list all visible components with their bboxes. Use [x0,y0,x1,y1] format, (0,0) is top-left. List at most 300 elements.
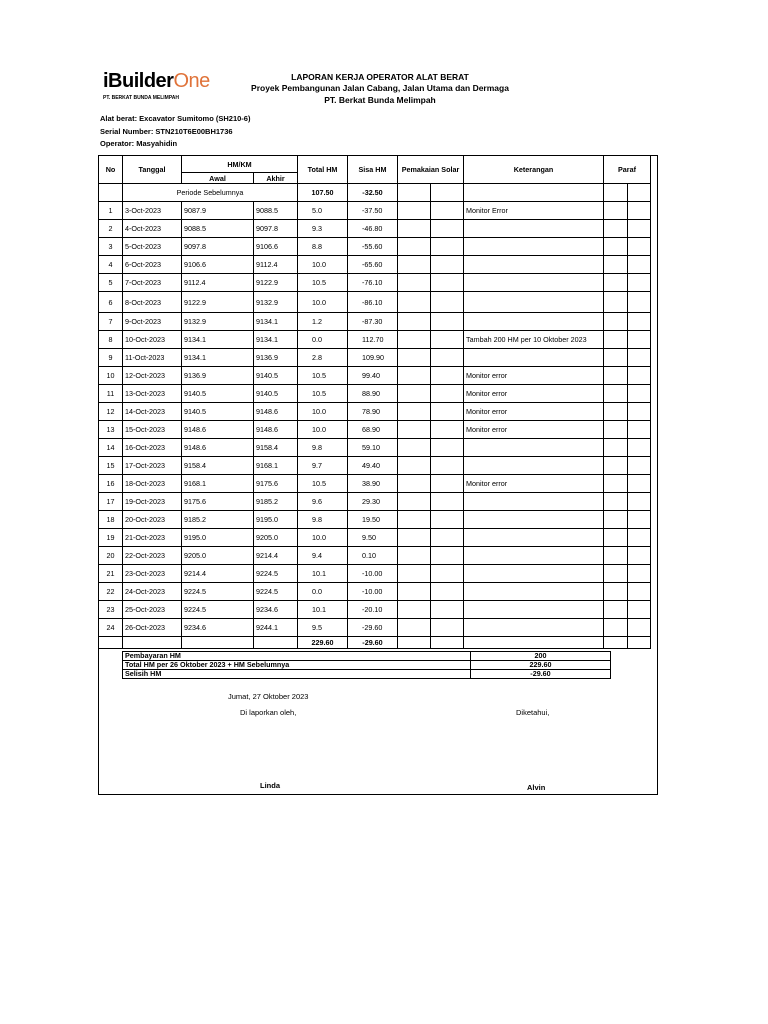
row-awal: 9134.1 [182,349,254,367]
row-sisa-hm: -46.80 [348,220,398,238]
row-date: 25-Oct-2023 [123,601,182,619]
row-no: 8 [99,331,123,349]
equipment-info [100,113,250,151]
row-sisa-hm: 99.40 [348,367,398,385]
row-paraf-b [628,331,651,349]
row-paraf-a [604,421,628,439]
row-solar-a [398,313,431,331]
report-title: LAPORAN KERJA OPERATOR ALAT BERAT [291,72,469,82]
row-keterangan [464,274,604,292]
row-no: 16 [99,475,123,493]
row-solar-b [431,256,464,274]
row-sisa-hm: 38.90 [348,475,398,493]
row-keterangan [464,583,604,601]
row-total-hm: 9.4 [298,547,348,565]
row-solar-b [431,274,464,292]
row-solar-b [431,529,464,547]
row-awal: 9148.6 [182,439,254,457]
row-total-hm: 9.5 [298,619,348,637]
row-akhir: 9132.9 [254,292,298,313]
table-row [99,457,651,475]
row-date: 20-Oct-2023 [123,511,182,529]
row-total-hm: 10.5 [298,385,348,403]
row-total-hm: 9.7 [298,457,348,475]
row-keterangan: Monitor error [464,421,604,439]
totals-empty-cell [431,637,464,649]
row-akhir: 9097.8 [254,220,298,238]
row-date: 15-Oct-2023 [123,421,182,439]
row-akhir: 9148.6 [254,421,298,439]
row-keterangan: Monitor error [464,367,604,385]
row-paraf-b [628,367,651,385]
row-paraf-a [604,529,628,547]
row-paraf-a [604,511,628,529]
row-paraf-b [628,511,651,529]
row-solar-b [431,403,464,421]
row-date: 14-Oct-2023 [123,403,182,421]
totals-row [99,637,651,649]
row-solar-a [398,475,431,493]
row-akhir: 9134.1 [254,313,298,331]
row-akhir: 9158.4 [254,439,298,457]
row-date: 24-Oct-2023 [123,583,182,601]
row-akhir: 9140.5 [254,385,298,403]
row-sisa-hm: 19.50 [348,511,398,529]
previous-total: 107.50 [298,184,348,202]
row-solar-b [431,547,464,565]
row-total-hm: 9.8 [298,439,348,457]
row-paraf-b [628,349,651,367]
row-awal: 9132.9 [182,313,254,331]
row-total-hm: 9.3 [298,220,348,238]
row-total-hm: 0.0 [298,583,348,601]
summary-label: Selisih HM [123,670,471,679]
row-total-hm: 2.8 [298,349,348,367]
row-sisa-hm: 109.90 [348,349,398,367]
row-total-hm: 9.6 [298,493,348,511]
row-date: 5-Oct-2023 [123,238,182,256]
row-no: 6 [99,292,123,313]
row-solar-a [398,331,431,349]
row-awal: 9214.4 [182,565,254,583]
row-sisa-hm: 49.40 [348,457,398,475]
row-paraf-b [628,256,651,274]
row-date: 4-Oct-2023 [123,220,182,238]
totals-empty-cell [123,637,182,649]
header-keterangan: Keterangan [464,156,604,184]
row-awal: 9140.5 [182,385,254,403]
row-paraf-b [628,475,651,493]
row-solar-a [398,511,431,529]
row-paraf-a [604,457,628,475]
row-awal: 9158.4 [182,457,254,475]
row-solar-a [398,202,431,220]
row-no: 3 [99,238,123,256]
row-no: 18 [99,511,123,529]
row-date: 3-Oct-2023 [123,202,182,220]
grand-sisa-hm: -29.60 [348,637,398,649]
table-row [99,202,651,220]
row-akhir: 9148.6 [254,403,298,421]
row-date: 19-Oct-2023 [123,493,182,511]
row-keterangan [464,313,604,331]
row-no: 21 [99,565,123,583]
row-akhir: 9224.5 [254,583,298,601]
row-paraf-a [604,238,628,256]
row-sisa-hm: 29.30 [348,493,398,511]
row-keterangan [464,565,604,583]
row-solar-a [398,385,431,403]
acknowledged-label: Diketahui, [516,708,550,717]
row-paraf-b [628,421,651,439]
row-solar-b [431,292,464,313]
row-total-hm: 9.8 [298,511,348,529]
row-awal: 9087.9 [182,202,254,220]
row-keterangan [464,439,604,457]
row-solar-a [398,274,431,292]
row-paraf-b [628,220,651,238]
row-awal: 9185.2 [182,511,254,529]
row-paraf-a [604,493,628,511]
summary-label: Pembayaran HM [123,652,471,661]
row-awal: 9205.0 [182,547,254,565]
company-logo [103,70,210,101]
row-paraf-a [604,601,628,619]
row-no: 13 [99,421,123,439]
row-awal: 9175.6 [182,493,254,511]
row-awal: 9136.9 [182,367,254,385]
row-no: 10 [99,367,123,385]
logo-subtitle: PT. BERKAT BUNDA MELIMPAH [103,95,180,101]
header-awal: Awal [182,173,254,184]
row-total-hm: 10.0 [298,292,348,313]
row-sisa-hm: -55.60 [348,238,398,256]
row-akhir: 9088.5 [254,202,298,220]
row-paraf-b [628,529,651,547]
table-row [99,439,651,457]
row-paraf-b [628,565,651,583]
row-akhir: 9195.0 [254,511,298,529]
row-total-hm: 10.5 [298,367,348,385]
totals-empty-cell [398,637,431,649]
table-row [99,493,651,511]
row-awal: 9088.5 [182,220,254,238]
row-paraf-b [628,292,651,313]
row-awal: 9234.6 [182,619,254,637]
table-row [99,238,651,256]
reported-by-label: Di laporkan oleh, [240,708,297,717]
row-paraf-b [628,457,651,475]
header-hmkm: HM/KM [182,156,298,173]
table-row [99,256,651,274]
row-awal: 9224.5 [182,601,254,619]
row-paraf-a [604,292,628,313]
row-solar-a [398,601,431,619]
summary-table [122,651,611,679]
row-akhir: 9106.6 [254,238,298,256]
table-row [99,601,651,619]
row-solar-a [398,403,431,421]
row-solar-b [431,367,464,385]
row-no: 20 [99,547,123,565]
row-total-hm: 10.5 [298,274,348,292]
table-row [99,619,651,637]
table-row [99,367,651,385]
row-solar-a [398,349,431,367]
row-sisa-hm: -87.30 [348,313,398,331]
row-sisa-hm: -10.00 [348,583,398,601]
row-paraf-b [628,313,651,331]
row-date: 22-Oct-2023 [123,547,182,565]
row-keterangan: Monitor error [464,403,604,421]
row-keterangan [464,601,604,619]
row-sisa-hm: 0.10 [348,547,398,565]
row-sisa-hm: -76.10 [348,274,398,292]
equipment-name: Alat berat: Excavator Sumitomo (SH210-6) [100,114,251,123]
table-row [99,583,651,601]
row-date: 17-Oct-2023 [123,457,182,475]
row-solar-a [398,493,431,511]
row-paraf-a [604,274,628,292]
row-date: 12-Oct-2023 [123,367,182,385]
row-akhir: 9122.9 [254,274,298,292]
row-no: 17 [99,493,123,511]
row-solar-b [431,313,464,331]
row-sisa-hm: -86.10 [348,292,398,313]
totals-empty-cell [604,637,628,649]
row-awal: 9195.0 [182,529,254,547]
row-sisa-hm: -29.60 [348,619,398,637]
summary-value: 229.60 [471,661,611,670]
summary-label: Total HM per 26 Oktober 2023 + HM Sebelumnya [123,661,471,670]
row-keterangan [464,619,604,637]
header-solar: Pemakaian Solar [398,156,464,184]
row-paraf-a [604,403,628,421]
row-awal: 9122.9 [182,292,254,313]
row-keterangan [464,256,604,274]
row-date: 6-Oct-2023 [123,256,182,274]
row-solar-a [398,439,431,457]
row-awal: 9134.1 [182,331,254,349]
header-no: No [99,156,123,184]
row-akhir: 9234.6 [254,601,298,619]
table-row [99,274,651,292]
summary-value: 200 [471,652,611,661]
row-solar-b [431,511,464,529]
row-date: 7-Oct-2023 [123,274,182,292]
table-row [99,475,651,493]
row-solar-b [431,220,464,238]
row-no: 12 [99,403,123,421]
row-paraf-a [604,220,628,238]
row-solar-b [431,439,464,457]
row-total-hm: 10.1 [298,565,348,583]
row-paraf-a [604,256,628,274]
row-solar-b [431,331,464,349]
row-solar-b [431,475,464,493]
row-akhir: 9168.1 [254,457,298,475]
row-date: 16-Oct-2023 [123,439,182,457]
row-keterangan [464,529,604,547]
row-no: 5 [99,274,123,292]
row-paraf-b [628,238,651,256]
row-paraf-b [628,601,651,619]
table-row [99,511,651,529]
row-akhir: 9134.1 [254,331,298,349]
row-total-hm: 10.0 [298,421,348,439]
row-solar-a [398,547,431,565]
row-solar-b [431,385,464,403]
row-total-hm: 10.0 [298,529,348,547]
totals-empty-cell [99,637,123,649]
row-sisa-hm: 78.90 [348,403,398,421]
row-date: 11-Oct-2023 [123,349,182,367]
row-solar-b [431,493,464,511]
row-sisa-hm: 68.90 [348,421,398,439]
row-no: 23 [99,601,123,619]
row-total-hm: 1.2 [298,313,348,331]
row-paraf-b [628,439,651,457]
row-awal: 9112.4 [182,274,254,292]
row-solar-a [398,292,431,313]
row-solar-a [398,220,431,238]
reporter-name: Linda [260,781,280,790]
row-paraf-b [628,403,651,421]
row-paraf-a [604,565,628,583]
row-solar-b [431,238,464,256]
project-name: Proyek Pembangunan Jalan Cabang, Jalan Utama dan Dermaga [251,83,509,93]
row-keterangan: Monitor Error [464,202,604,220]
row-keterangan: Monitor error [464,385,604,403]
row-no: 1 [99,202,123,220]
row-solar-a [398,457,431,475]
row-no: 19 [99,529,123,547]
row-date: 8-Oct-2023 [123,292,182,313]
row-paraf-a [604,349,628,367]
row-solar-b [431,583,464,601]
row-awal: 9224.5 [182,583,254,601]
row-no: 7 [99,313,123,331]
work-log-table [98,155,651,649]
row-paraf-a [604,385,628,403]
row-awal: 9148.6 [182,421,254,439]
row-total-hm: 10.0 [298,403,348,421]
previous-label: Periode Sebelumnya [123,184,298,202]
table-row [99,220,651,238]
row-total-hm: 5.0 [298,202,348,220]
row-total-hm: 8.8 [298,238,348,256]
header-total-hm: Total HM [298,156,348,184]
row-no: 11 [99,385,123,403]
row-awal: 9168.1 [182,475,254,493]
row-solar-b [431,565,464,583]
row-paraf-b [628,493,651,511]
row-paraf-b [628,583,651,601]
row-paraf-a [604,439,628,457]
row-akhir: 9112.4 [254,256,298,274]
row-solar-b [431,601,464,619]
totals-empty-cell [464,637,604,649]
row-date: 21-Oct-2023 [123,529,182,547]
row-paraf-a [604,202,628,220]
row-paraf-a [604,475,628,493]
row-keterangan: Tambah 200 HM per 10 Oktober 2023 [464,331,604,349]
summary-value: -29.60 [471,670,611,679]
row-akhir: 9214.4 [254,547,298,565]
table-row [99,403,651,421]
row-solar-a [398,238,431,256]
row-total-hm: 0.0 [298,331,348,349]
report-date: Jumat, 27 Oktober 2023 [228,692,309,701]
row-solar-b [431,421,464,439]
table-row [99,331,651,349]
row-solar-b [431,202,464,220]
row-date: 9-Oct-2023 [123,313,182,331]
row-awal: 9106.6 [182,256,254,274]
row-no: 24 [99,619,123,637]
row-sisa-hm: 112.70 [348,331,398,349]
row-solar-b [431,457,464,475]
row-paraf-a [604,547,628,565]
row-keterangan [464,457,604,475]
row-date: 18-Oct-2023 [123,475,182,493]
table-row [99,292,651,313]
row-keterangan [464,220,604,238]
table-row [99,385,651,403]
row-solar-a [398,565,431,583]
operator-name: Operator: Masyahidin [100,139,178,148]
row-solar-a [398,421,431,439]
row-sisa-hm: 9.50 [348,529,398,547]
row-paraf-b [628,547,651,565]
table-row [99,313,651,331]
table-row [99,421,651,439]
previous-sisa: -32.50 [348,184,398,202]
row-akhir: 9175.6 [254,475,298,493]
row-no: 2 [99,220,123,238]
row-keterangan [464,493,604,511]
row-keterangan [464,511,604,529]
row-no: 15 [99,457,123,475]
row-total-hm: 10.1 [298,601,348,619]
row-no: 14 [99,439,123,457]
row-paraf-a [604,331,628,349]
totals-empty-cell [254,637,298,649]
row-akhir: 9185.2 [254,493,298,511]
row-date: 10-Oct-2023 [123,331,182,349]
row-paraf-a [604,313,628,331]
company-name: PT. Berkat Bunda Melimpah [324,95,436,105]
header-paraf: Paraf [604,156,651,184]
row-sisa-hm: 59.10 [348,439,398,457]
logo-wordmark: iBuilderOne [103,70,210,92]
table-row [99,349,651,367]
row-keterangan [464,238,604,256]
row-solar-a [398,529,431,547]
row-awal: 9140.5 [182,403,254,421]
row-solar-a [398,256,431,274]
serial-number: Serial Number: STN210T6E00BH1736 [100,126,233,136]
row-keterangan [464,349,604,367]
row-no: 4 [99,256,123,274]
row-sisa-hm: -20.10 [348,601,398,619]
row-akhir: 9205.0 [254,529,298,547]
header-tanggal: Tanggal [123,156,182,184]
row-solar-a [398,619,431,637]
row-keterangan: Monitor error [464,475,604,493]
row-date: 23-Oct-2023 [123,565,182,583]
previous-period-row [99,184,651,202]
